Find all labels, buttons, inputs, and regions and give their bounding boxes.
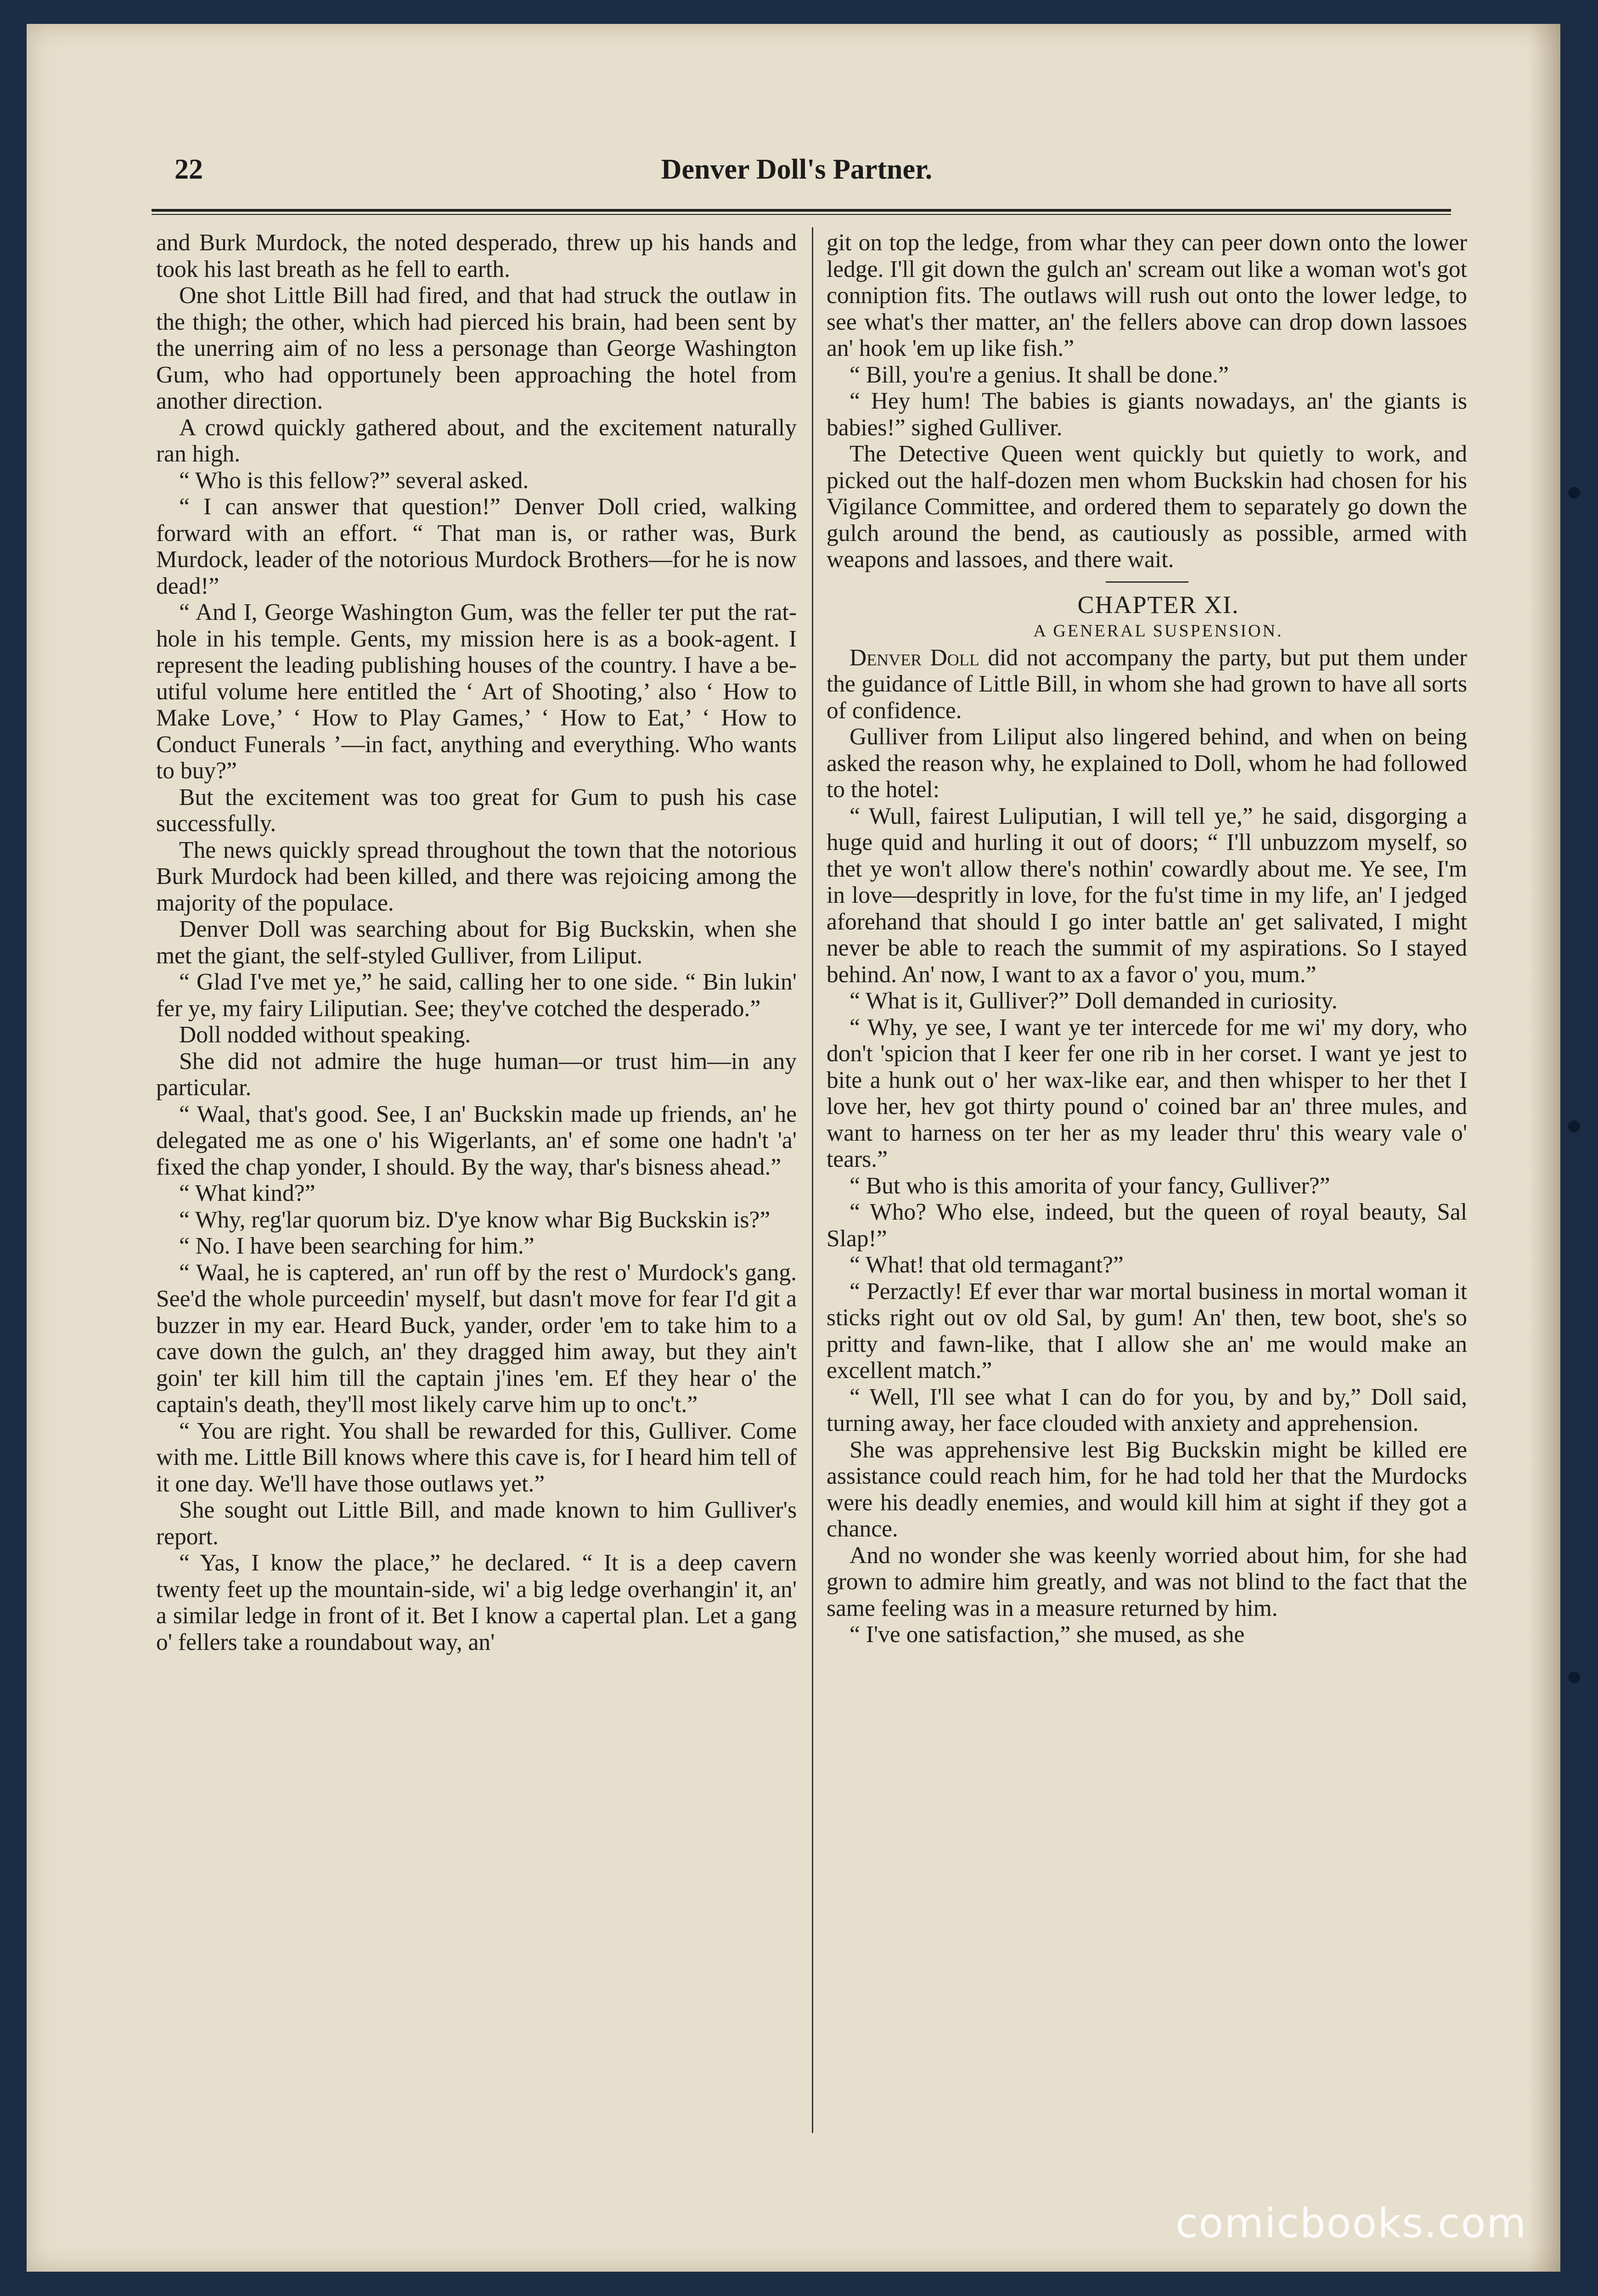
paragraph: “ What! that old termagant?” (850, 1252, 1124, 1278)
paragraph: “ Wull, fairest Luliputian, I will tell ye,” he said, disgorging a huge quid and hurling it out of doors; “ I'll unbuzzom myself, so thet ye won't allow there's nothin' cowardly about me. Ye see, I'm in love—despritly in love, for the fu'st time in my life, an' I jedged aforehand that should I go inter battle an' get salivated, I might never be able to reach the summit of my aspirations. So I stayed behind. An' now, I want to ax a favor o' you, mum.” (827, 803, 1467, 988)
paragraph: “ What is it, Gulliver?” Doll demanded in curiosity. (850, 988, 1338, 1014)
paragraph: “ Bill, you're a genius. It shall be done.” (850, 361, 1229, 388)
right-column (827, 230, 1467, 2140)
paragraph: “ Perzactly! Ef ever thar war mortal business in mortal woman it sticks right out ov old Sal, by gum! An' then, tew boot, she's so pritty and fawn-like, that I allow she an' me would make an excellent match.” (827, 1278, 1467, 1384)
paragraph: She was apprehensive lest Big Buckskin might be killed ere assistance could reach him, for he had told her that the Murdocks were his deadly enemies, and would kill him at sight if they got a chance. (827, 1436, 1467, 1542)
page-edge-shadow (1528, 24, 1560, 2272)
watermark: comicbooks.com (1176, 2200, 1527, 2247)
left-column (156, 230, 797, 2140)
paragraph: The news quickly spread throughout the town that the notorious Burk Murdock had been killed, and there was rejoicing among the majority of the populace. (156, 837, 797, 916)
paragraph: “ Who? Who else, indeed, but the queen of royal beauty, Sal Slap!” (827, 1199, 1467, 1252)
chapter-lead-smallcaps: Denver Doll (850, 644, 979, 671)
paragraph: git on top the ledge, from whar they can peer down onto the lower ledge. I'll git down the gulch an' scream out like a woman wot's got conniption fits. The outlaws will rush out onto the lower ledge, to see what's ther matter, an' the fellers above can drop down lassoes an' hook 'em up like fish.” (827, 230, 1467, 361)
paragraph: “ Who is this fellow?” several asked. (179, 467, 529, 494)
paragraph: “ What kind?” (179, 1180, 315, 1206)
paragraph: She sought out Little Bill, and made known to him Gulliver's report. (156, 1497, 797, 1550)
paragraph: Denver Doll was searching about for Big Buckskin, when she met the giant, the self-styled Gulliver, from Liliput. (156, 916, 797, 969)
header-rule-thin (152, 214, 1451, 215)
chapter-subtitle: A GENERAL SUSPENSION. (1033, 621, 1283, 641)
paragraph: “ Well, I'll see what I can do for you, by and by,” Doll said, turning away, her face clouded with anxiety and apprehension. (827, 1384, 1467, 1436)
paragraph: “ I've one satisfaction,” she mused, as she (850, 1621, 1245, 1648)
paragraph: “ I can answer that question!” Denver Doll cried, walking forward with an effort. “ That man is, or rather was, Burk Murdock, leader of the notorious Murdock Brothers—for he is now dead!” (156, 494, 797, 599)
paragraph: “ Waal, that's good. See, I an' Buckskin made up friends, an' he delegated me as one o' his Wigerlants, an' ef some one hadn't 'a' fixed the chap yonder, I should. By the way, thar's bisness ahead.” (156, 1101, 797, 1180)
paragraph: “ Waal, he is captered, an' run off by the rest o' Murdock's gang. See'd the whole purceedin' myself, but dasn't move for fear I'd git a buzzer in my ear. Heard Buck, yander, order 'em to take him to a cave down the gulch, an' they dragged him away, but they ain't goin' ter kill him till the captain j'ines 'em. Ef they hear o' the captain's death, they'll most likely carve him up to onc't.” (156, 1259, 797, 1418)
binding-hole (1568, 1671, 1580, 1683)
right-column-before-chapter (827, 230, 1467, 573)
paragraph: and Burk Murdock, the noted desperado, threw up his hands and took his last breath as he fell to earth. (156, 230, 797, 282)
paragraph: “ Hey hum! The babies is giants nowadays, an' the giants is babies!” sighed Gulliver. (827, 388, 1467, 441)
right-column-after-chapter (827, 724, 1467, 1648)
paragraph: “ Why, reg'lar quorum biz. D'ye know whar Big Buckskin is?” (179, 1206, 771, 1233)
binding-hole (1568, 487, 1580, 499)
page-number: 22 (174, 154, 203, 185)
paragraph: “ Yas, I know the place,” he declared. “ It is a deep cavern twenty feet up the mountain-side, wi' a big ledge overhangin' it, an' a similar ledge in front of it. Bet I know a capertal plan. Let a gang o' fellers take a roundabout way, an' (156, 1550, 797, 1655)
paragraph: The Detective Queen went quickly but quietly to work, and picked out the half-dozen men whom Buckskin had chosen for his Vigilance Committee, and ordered them to separately go down the gulch around the bend, as cautiously as possible, armed with weapons and lassoes, and there wait. (827, 441, 1467, 573)
paragraph: A crowd quickly gathered about, and the excitement naturally ran high. (156, 414, 797, 467)
paragraph: Gulliver from Liliput also lingered behind, and when on being asked the reason why, he explained to Doll, whom he had followed to the hotel: (827, 724, 1467, 803)
chapter-first-paragraph (827, 645, 1467, 724)
section-separator (1106, 581, 1188, 583)
header-rule (152, 209, 1451, 212)
column-divider (812, 227, 813, 2133)
paragraph: And no wonder she was keenly worried about him, for she had grown to admire him greatly, and was not blind to the fact that the same feeling was in a measure returned by him. (827, 1542, 1467, 1621)
paragraph: She did not admire the huge human—or trust him—in any particular. (156, 1048, 797, 1101)
paragraph: “ But who is this amorita of your fancy, Gulliver?” (850, 1172, 1330, 1199)
paragraph: “ Why, ye see, I want ye ter intercede for me wi' my dory, who don't 'spicion that I keer fer one rib in her corset. I want ye jest to bite a hunk out o' her wax-like ear, and then whisper to her thet I love her, hev got thirty pound o' coined bar an' three mules, and want to harness on ter her as my leader thru' this weary vale o' tears.” (827, 1014, 1467, 1172)
paragraph: “ And I, George Washington Gum, was the feller ter put the rat-hole in his temple. Gents, my mission here is as a book-agent. I represent the leading publishing houses of the country. I have a be-utiful volume here entitled the ‘ Art of Shooting,’ also ‘ How to Make Love,’ ‘ How to Play Games,’ ‘ How to Eat,’ ‘ How to Conduct Funerals ’—in fact, anything and everything. Who wants to buy?” (156, 599, 797, 784)
paragraph: “ No. I have been searching for him.” (179, 1233, 535, 1259)
paragraph: “ Glad I've met ye,” he said, calling her to one side. “ Bin lukin' fer ye, my fairy Liliputian. See; they've cotched the desperado.” (156, 969, 797, 1022)
paragraph: One shot Little Bill had fired, and that had struck the outlaw in the thigh; the other, which had pierced his brain, had been sent by the unerring aim of no less a personage than George Washington Gum, who had opportunely been approaching the hotel from another direction. (156, 282, 797, 414)
chapter-title: CHAPTER XI. (1077, 591, 1239, 619)
page-header (147, 147, 1446, 193)
paragraph: “ You are right. You shall be rewarded for this, Gulliver. Come with me. Little Bill knows where this cave is, for I heard him tell of it one day. We'll have those outlaws yet.” (156, 1418, 797, 1497)
chapter-first-paragraph-text: did not accompany the party, but put them under the guidance of Little Bill, in whom she had grown to have all sorts of confidence. (827, 644, 1467, 724)
binding-hole (1568, 1120, 1580, 1132)
paragraph: But the excitement was too great for Gum to push his case successfully. (156, 784, 797, 837)
running-title: Denver Doll's Partner. (661, 154, 933, 185)
paragraph: Doll nodded without speaking. (179, 1022, 471, 1048)
